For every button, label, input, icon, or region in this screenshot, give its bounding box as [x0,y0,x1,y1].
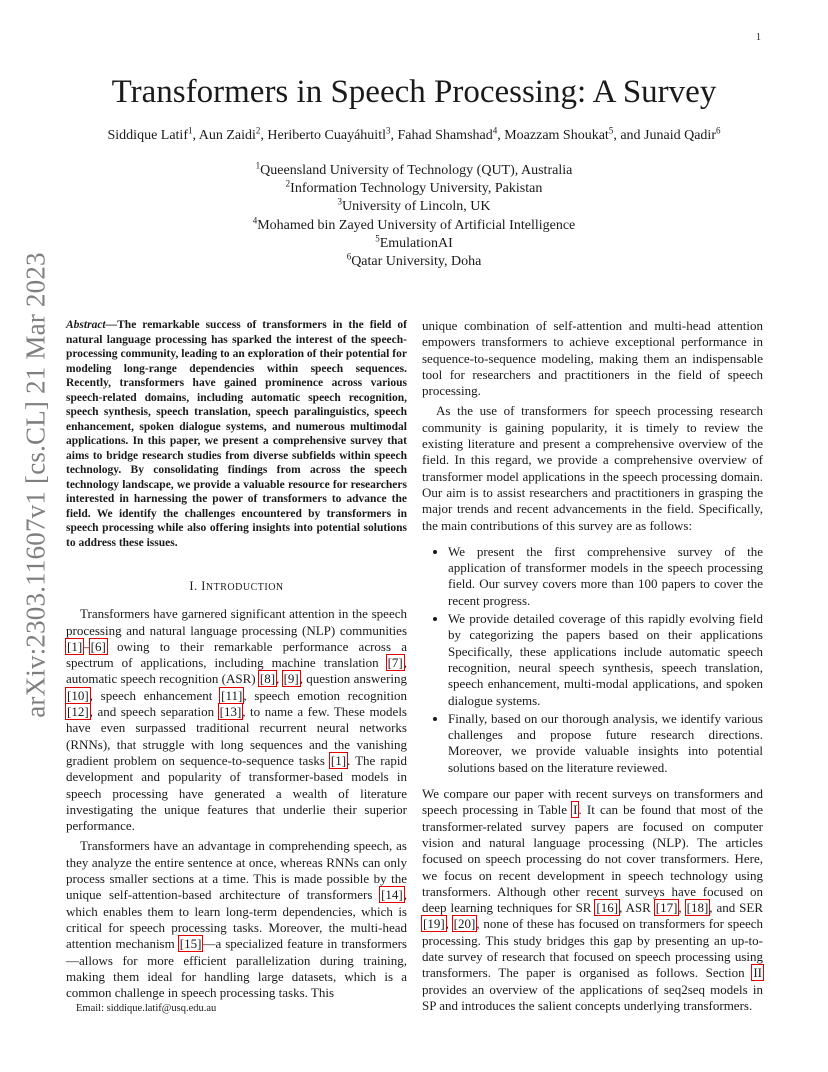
affiliation-text: EmulationAI [379,235,453,251]
author-name: Aun Zaidi [198,128,256,143]
right-closing-paragraph: We compare our paper with recent surveys on transformers and speech processing in Table I. It can be found that most of the transformer-related survey papers are focused on computer vision and natural language processing (NLP). The articles focused on speech processing do not cover transformers. Here, we focus on recent development in speech technology using transformers. Although other recent surveys have focused on deep learning techniques for SR [16], ASR [17], [18], and SER [19], [20], none of these has focused on transformers for speech processing. This study bridges this gap by presenting an up-to-date survey of research that focused on speech processing using transformers. The paper is organised as follows. Section II provides an overview of the applications of seq2seq models in SP and introduces the salient concepts underlying transformers. [422,786,764,1013]
citation-link[interactable]: [1] [67,638,83,654]
affiliation-text: Queensland University of Technology (QUT), Australia [260,163,573,178]
affiliation-number: 6 [346,251,352,262]
author-affiliation-mark: 2 [255,125,261,136]
footnote-email: Email: siddique.latif@usq.edu.au [76,1003,217,1014]
body-paragraph: Transformers have garnered significant attention in the speech processing and natural language processing (NLP) communities [1]–[6] owing to their remarkable performance across a spectrum of applications, including machine translation [7], automatic speech recognition (ASR) [8], [9], question answering [10], speech enhancement [11], speech emotion recognition [12], and speech separation [13], to name a few. These models have even surpassed traditional recurrent neural networks (RNNs), that struggle with long sequences and the vanishing gradient problem on sequence-to-sequence tasks [1]. The rapid development and popularity of transformer-based models in speech processing have generated a wealth of literature investigating the unique features that underlie their superior performance. [66,606,408,834]
author-name: Heriberto Cuayáhuitl [267,128,386,143]
author-name: Moazzam Shoukat [504,128,609,143]
citation-link[interactable]: [14] [381,887,403,903]
author-affiliation-mark: 6 [715,125,721,136]
citation-link[interactable]: I [573,802,578,818]
author-affiliation-mark: 5 [608,125,614,136]
abstract [66,318,407,550]
citation-link[interactable]: [8] [259,671,276,687]
citation-link[interactable]: [13] [219,704,242,720]
section-heading-introduction: I. INTRODUCTION [189,579,284,593]
arxiv-stamp-text: arXiv:2303.11607v1 [cs.CL] 21 Mar 2023 [20,252,51,718]
author-affiliation-mark: 4 [492,125,498,136]
author-name: Siddique Latif [107,128,188,143]
body-paragraph: As the use of transformers for speech processing research community is gaining popularity, it is timely to review the existing literature and present a comprehensive overview of the field. In this regard, we provide a comprehensive overview of transformer model applications in the speech processing domain. Our aim is to assist researchers and practitioners in grasping the major trends and recent advancements in the field. Specifically, the main contributions of this survey are as follows: [422,403,763,533]
contribution-item: • We provide detailed coverage of this rapidly evolving field by categorizing the papers based on their applications Specifically, these applications include automatic speech recognition, neural speech synthesis, speech translation, speech enhancement, multi-modal applications, and spoken dialogue systems. [448,611,763,709]
abstract-text: —The remarkable success of transformers in the field of natural language processing has sparked the interest of the speech-processing community, leading to an exploration of their potential for modeling long-range dependencies within speech sequences. Recently, transformers have gained prominence across various speech-related domains, including automatic speech recognition, speech synthesis, speech translation, speech paralinguistics, speech enhancement, spoken dialogue systems, and numerous multimodal applications. In this paper, we present a comprehensive survey that aims to bridge research studies from diverse subfields within speech technology. By consolidating findings from across the speech technology landscape, we provide a valuable resource for researchers interested in harnessing the power of transformers to advance the field. We identify the challenges encountered by transformers in speech processing while also offering insights into potential solutions to address these issues. [66,319,407,549]
affiliation-text: University of Lincoln, UK [341,199,491,215]
affiliation-number: 1 [255,160,261,171]
body-paragraph: unique combination of self-attention and multi-head attention empowers transformers to achieve exceptional performance in sequence-to-sequence modeling, making them an indispensable tool for researchers and practitioners in the field of speech processing. [422,318,763,399]
body-paragraph: Transformers have an advantage in comprehending speech, as they analyze the entire sentence at once, whereas RNNs can only process smaller sections at a time. This is made possible by the unique self-attention-based architecture of transformers [14], which enables them to learn long-term dependencies, which is critical for speech processing tasks. Moreover, the multi-head attention mechanism [15]—a specialized feature in transformers—allows for more efficient parallelization during training, making them ideal for handling large datasets, which is a common challenge in speech processing tasks. This [66,838,407,1001]
contribution-list [422,544,763,776]
author-list: Siddique Latif$^1$, Aun Zaidi$^2$, Heriberto Cuayáhuitl$^3$, Fahad Shamshad$^4$, Moazzam Shoukat$^5$, and Junaid Qadir$^6$ [107,125,721,143]
abstract-label: Abstract [66,319,106,331]
affiliation-list [0,162,828,271]
right-intro-paragraphs [422,318,763,534]
affiliation-line [0,235,828,253]
contribution-item: • Finally, based on our thorough analysis, we identify various challenges and propose future research directions. Moreover, we provide valuable insights into potential solutions based on the literature reviewed. [448,711,763,776]
citation-link[interactable]: [19] [423,916,445,932]
contribution-item: • We present the first comprehensive survey of the application of transformer models in the speech processing field. Our survey covers more than 100 papers to cover the recent progress. [448,544,763,609]
affiliation-number: 2 [285,178,291,189]
paper-title: Transformers in Speech Processing: A Survey [111,74,717,110]
page-number: 1 [756,32,761,43]
affiliation-text: Information Technology University, Pakistan [290,181,543,197]
author-name: Fahad Shamshad [397,128,493,143]
left-column [66,318,407,1001]
affiliation-number: 3 [337,196,342,207]
citation-link[interactable]: [10] [67,687,89,703]
affiliation-number: 5 [375,233,380,244]
citation-link[interactable]: [16] [596,900,619,916]
affiliation-line [0,180,828,198]
citation-link[interactable]: [6] [90,638,106,654]
affiliation-text: Mohamed bin Zayed University of Artificial Intelligence [257,217,576,233]
citation-link[interactable]: [20] [453,916,476,932]
right-column [422,318,763,1014]
affiliation-line [0,198,828,216]
author-name: Junaid Qadir [644,128,716,143]
author-affiliation-mark: 3 [385,125,391,136]
citation-link[interactable]: [9] [283,671,299,687]
left-paragraphs [66,606,407,1001]
section-heading-smallcaps: NTRODUCTION [205,582,284,593]
citation-link[interactable]: [11] [221,687,243,703]
affiliation-text: Qatar University, Doha [351,254,482,270]
citation-link[interactable]: [15] [179,936,202,952]
citation-link[interactable]: [17] [655,900,678,916]
author-affiliation-mark: 1 [188,125,193,136]
citation-link[interactable]: II [753,965,762,981]
affiliation-line [0,162,828,180]
affiliation-number: 4 [252,214,258,225]
affiliation-line [0,253,828,271]
citation-link[interactable]: [18] [686,900,709,916]
citation-link[interactable]: [7] [387,655,403,671]
affiliation-line [0,214,828,235]
citation-link[interactable]: [12] [67,704,89,720]
citation-link[interactable]: [1] [330,752,347,768]
